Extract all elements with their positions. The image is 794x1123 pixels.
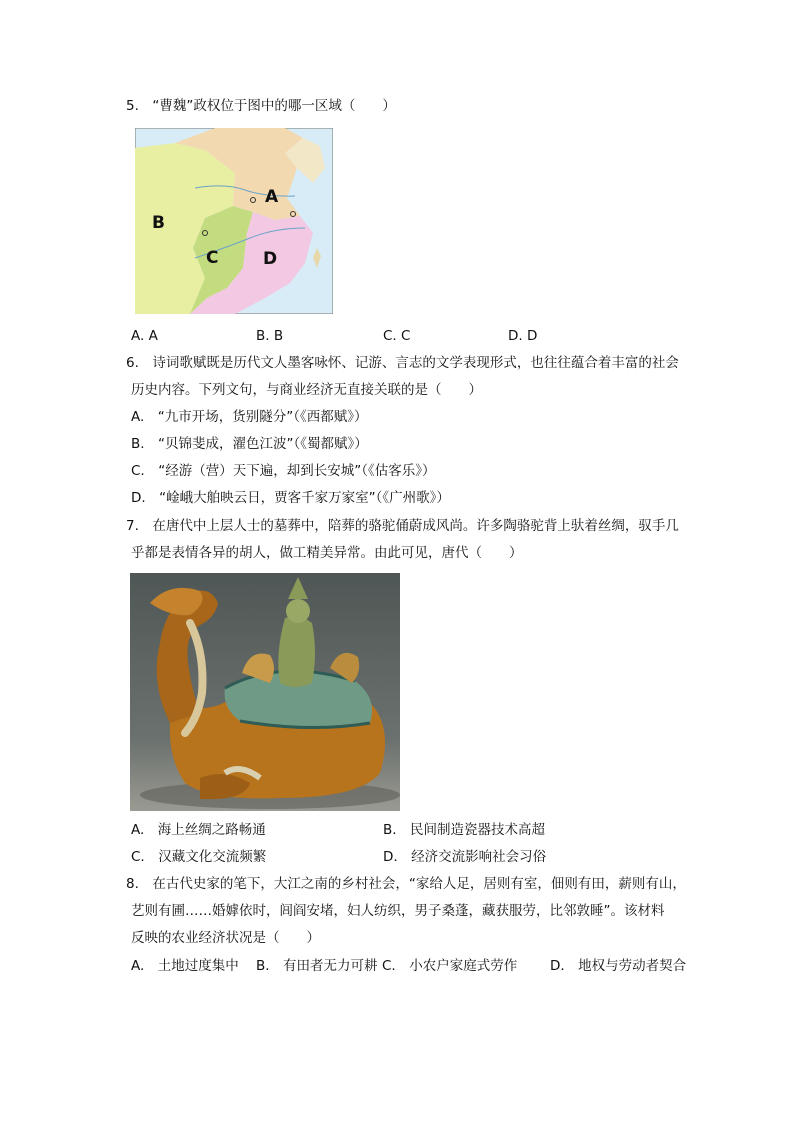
q6-option-a[interactable]: A. “九市开场，货别隧分”（《西都赋》） (131, 409, 368, 425)
question-5-stem: 5. “曹魏”政权位于图中的哪一区域（ ） (126, 98, 396, 114)
map-label-c: C (206, 248, 219, 268)
question-7-stem-line-2: 乎都是表情各异的胡人，做工精美异常。由此可见，唐代（ ） (131, 545, 523, 561)
q7-option-b[interactable]: B. 民间制造瓷器技术高超 (383, 822, 546, 838)
map-figure (135, 128, 333, 314)
camel-figurine-photo (130, 573, 400, 811)
q8-option-a[interactable]: A. 土地过度集中 (131, 958, 239, 974)
q8-option-d[interactable]: D. 地权与劳动者契合 (550, 958, 687, 974)
question-8-stem-line-3: 反映的农业经济状况是（ ） (131, 930, 320, 946)
map-label-a: A (265, 187, 279, 207)
q5-option-d[interactable]: D. D (508, 328, 538, 344)
q8-option-c[interactable]: C. 小农户家庭式劳作 (382, 958, 518, 974)
q5-option-b[interactable]: B. B (256, 328, 284, 344)
question-6-stem-line-2: 历史内容。下列文句，与商业经济无直接关联的是（ ） (131, 382, 482, 398)
question-8-stem-line-1: 8. 在古代史家的笔下，大江之南的乡村社会，“家给人足，居则有室，佃则有田，薪则有山， (126, 876, 686, 892)
map-label-d: D (263, 249, 278, 269)
q5-option-c[interactable]: C. C (383, 328, 411, 344)
question-7-stem-line-1: 7. 在唐代中上层人士的墓葬中，陪葬的骆驼俑蔚成风尚。许多陶骆驼背上驮着丝绸，驭手几 (126, 518, 679, 534)
q6-option-d[interactable]: D. “崯峨大舶映云日，贾客千家万家室”（《广州歌》） (131, 490, 450, 506)
q7-option-a[interactable]: A. 海上丝绸之路畅通 (131, 822, 266, 838)
q7-option-c[interactable]: C. 汉藏文化交流频繁 (131, 849, 267, 865)
question-6-stem-line-1: 6. 诗词歌赋既是历代文人墨客咏怀、记游、言志的文学表现形式，也往往蕴合着丰富的社会 (126, 355, 679, 371)
q8-option-b[interactable]: B. 有田者无力可耕 (256, 958, 378, 974)
question-8-stem-line-2: 艺则有圃……婚嫭依时，闾阎安堵，妇人纺织，男子桑蓬，藏获服劳，比邻敦睡”。该材料 (131, 903, 665, 919)
q5-option-a[interactable]: A. A (131, 328, 158, 344)
q6-option-c[interactable]: C. “经游（营）天下遍，却到长安城”（《估客乐》） (131, 463, 436, 479)
q7-option-d[interactable]: D. 经济交流影响社会习俗 (383, 849, 547, 865)
q6-option-b[interactable]: B. “贝锦斐成，濯色江波”（《蜀都赋》） (131, 436, 368, 452)
map-label-b: B (152, 213, 165, 233)
